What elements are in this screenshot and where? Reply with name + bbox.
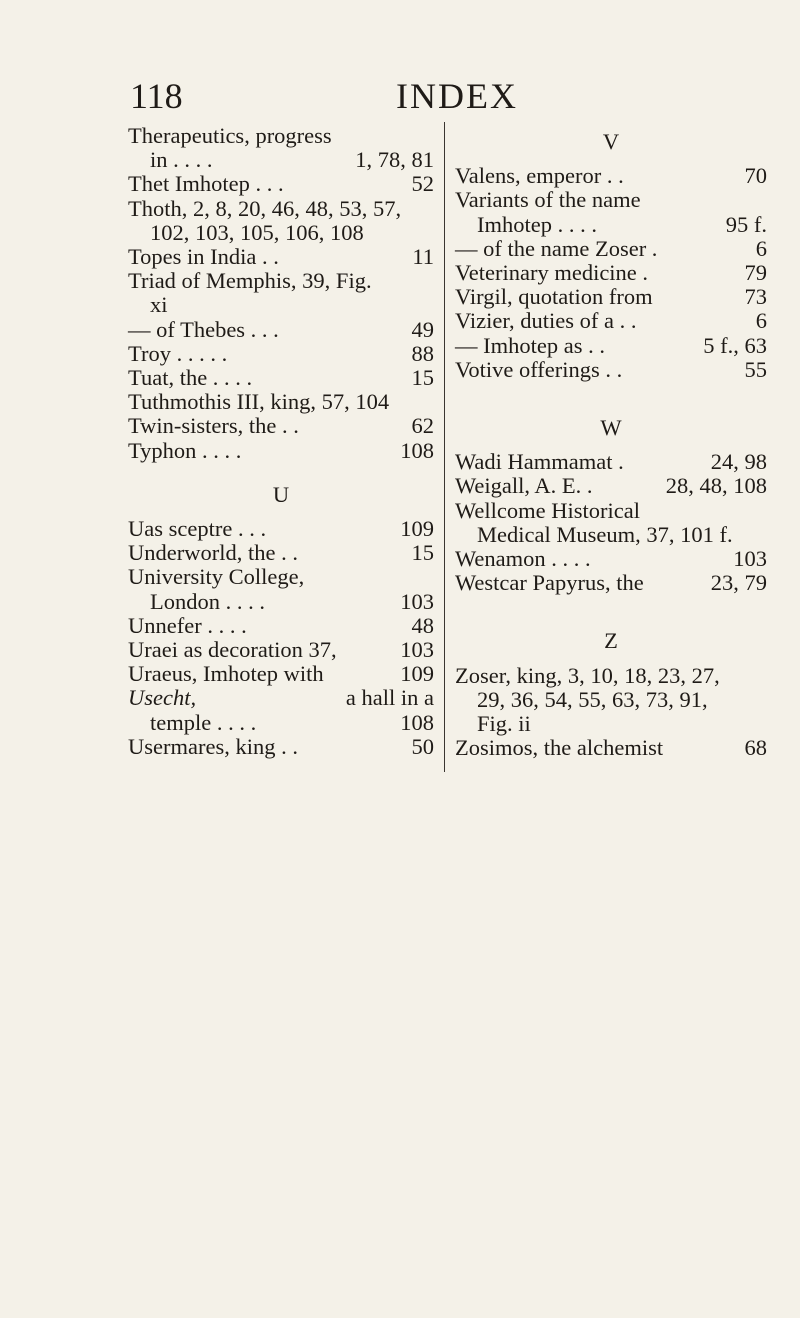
entry-text: Topes in India . . xyxy=(128,244,279,270)
index-entry xyxy=(455,736,767,760)
index-entry xyxy=(455,188,767,212)
index-entry xyxy=(128,318,434,342)
entry-text: Variants of the name xyxy=(455,187,641,213)
entry-pages: 6 xyxy=(755,235,767,261)
entry-text: Therapeutics, progress xyxy=(128,123,332,148)
column-divider xyxy=(444,122,445,772)
entry-pages: 103 xyxy=(733,546,767,572)
index-entry xyxy=(455,285,767,309)
entry-pages: 5 f., 63 xyxy=(703,332,767,358)
entry-text: — of Thebes . . . xyxy=(128,316,279,342)
entry-pages: 103 xyxy=(400,588,434,614)
entry-text: Fig. ii xyxy=(477,711,531,737)
entry-text: Imhotep . . . . xyxy=(477,211,597,237)
entry-text: Vizier, duties of a . . xyxy=(455,308,637,334)
index-entry xyxy=(128,390,434,414)
index-entry xyxy=(128,366,434,390)
entry-text: Thet Imhotep . . . xyxy=(128,171,284,197)
index-entry xyxy=(455,358,767,382)
index-entry xyxy=(455,309,767,333)
entry-text: Uraei as decoration 37, xyxy=(128,637,337,663)
section-w xyxy=(455,450,767,595)
entry-text: Tuthmothis III, king, 57, 104 xyxy=(128,389,390,415)
entry-text: Thoth, 2, 8, 20, 46, 48, 53, 57, xyxy=(128,195,402,221)
entry-pages: 15 xyxy=(411,540,434,566)
entry-pages: 1, 78, 81 xyxy=(355,147,434,173)
entry-text: Weigall, A. E. . xyxy=(455,473,593,499)
section-v xyxy=(455,164,767,382)
section-letter-v: V xyxy=(602,129,620,154)
index-entry xyxy=(455,571,767,595)
index-entry xyxy=(455,499,767,523)
entry-text: Medical Museum, 37, 101 f. xyxy=(477,521,733,547)
entry-text: Underworld, the . . xyxy=(128,540,298,566)
right-column xyxy=(455,124,767,760)
entry-pages: 108 xyxy=(400,437,434,463)
entry-text: Usecht, xyxy=(128,685,197,711)
entry-text: Wenamon . . . . xyxy=(455,546,591,572)
section-letter-u: U xyxy=(272,481,290,507)
index-entry xyxy=(128,293,434,317)
entry-text: Unnefer . . . . xyxy=(128,612,247,638)
entry-pages: 73 xyxy=(744,284,767,310)
entry-text: Troy . . . . . xyxy=(128,340,228,366)
index-entry xyxy=(128,517,434,541)
index-entry xyxy=(128,614,434,638)
entry-text: University College, xyxy=(128,564,305,590)
index-entry xyxy=(128,590,434,614)
page-header xyxy=(0,76,800,124)
entry-pages: 15 xyxy=(411,365,434,391)
index-entry xyxy=(128,638,434,662)
entry-text: temple . . . . xyxy=(150,709,257,735)
entry-text: 29, 36, 54, 55, 63, 73, 91, xyxy=(477,686,708,712)
index-entry xyxy=(455,213,767,237)
entry-text: Zosimos, the alchemist xyxy=(455,735,664,761)
index-entry xyxy=(128,197,434,221)
entry-pages: 95 f. xyxy=(725,211,767,237)
entry-pages: 52 xyxy=(411,171,434,197)
entry-text: Uas sceptre . . . xyxy=(128,516,267,542)
section-u xyxy=(128,517,434,759)
entry-pages: 24, 98 xyxy=(710,449,767,475)
index-entry xyxy=(455,261,767,285)
page-number: 118 xyxy=(130,76,183,116)
index-entry xyxy=(128,662,434,686)
index-entry xyxy=(455,450,767,474)
index-entry xyxy=(455,334,767,358)
entry-pages: 68 xyxy=(744,735,767,761)
index-entry xyxy=(128,172,434,196)
index-entry xyxy=(128,124,434,148)
entry-text: Triad of Memphis, 39, Fig. xyxy=(128,268,372,294)
index-entry xyxy=(128,342,434,366)
left-column xyxy=(128,124,434,759)
index-entry xyxy=(455,523,767,547)
entry-text: Votive offerings . . xyxy=(455,356,623,382)
index-entry xyxy=(455,688,767,712)
entry-pages: 70 xyxy=(744,163,767,189)
entry-pages: 6 xyxy=(755,308,767,334)
index-entry xyxy=(128,414,434,438)
section-letter-w: W xyxy=(600,415,622,441)
entry-text: Wadi Hammamat . xyxy=(455,449,624,475)
entry-pages: 55 xyxy=(744,356,767,382)
index-entry xyxy=(455,164,767,188)
entry-pages: 28, 48, 108 xyxy=(665,473,767,499)
index-entry xyxy=(455,547,767,571)
entry-pages: 88 xyxy=(411,340,434,366)
index-entry xyxy=(128,541,434,565)
page-title: INDEX xyxy=(396,76,518,116)
entry-pages: 23, 79 xyxy=(710,570,767,596)
entry-pages: 48 xyxy=(411,612,434,638)
entry-text: 102, 103, 105, 106, 108 xyxy=(150,219,364,245)
entry-text: xi xyxy=(150,292,168,318)
index-entry xyxy=(128,565,434,589)
entry-text: Valens, emperor . . xyxy=(455,163,624,189)
section-letter-z: Z xyxy=(604,628,618,654)
entry-text: — of the name Zoser . xyxy=(455,235,658,261)
index-entry xyxy=(128,245,434,269)
entry-text: Twin-sisters, the . . xyxy=(128,413,299,439)
entry-pages: 50 xyxy=(411,733,434,759)
entry-text: Virgil, quotation from xyxy=(455,284,653,310)
entry-pages: 109 xyxy=(400,516,434,542)
entry-pages: 103 xyxy=(400,637,434,663)
entry-text: Tuat, the . . . . xyxy=(128,365,253,391)
entry-pages: 109 xyxy=(400,661,434,687)
index-entry xyxy=(455,712,767,736)
entry-pages: a hall in a xyxy=(340,685,434,711)
index-entry xyxy=(128,686,434,710)
entry-pages: 11 xyxy=(412,244,434,270)
entry-text: Westcar Papyrus, the xyxy=(455,570,644,596)
entry-text: Usermares, king . . xyxy=(128,733,298,759)
index-entry xyxy=(128,221,434,245)
entry-pages: 49 xyxy=(411,316,434,342)
entry-text: Uraeus, Imhotep with xyxy=(128,661,324,687)
index-entry xyxy=(128,711,434,735)
index-entry xyxy=(455,237,767,261)
entry-pages: 62 xyxy=(411,413,434,439)
entry-text: in . . . . xyxy=(150,147,213,173)
index-entry xyxy=(455,474,767,498)
entry-text: Typhon . . . . xyxy=(128,437,242,463)
section-z xyxy=(455,664,767,761)
entry-text: Zoser, king, 3, 10, 18, 23, 27, xyxy=(455,662,720,688)
section-t xyxy=(128,124,434,463)
entry-text: London . . . . xyxy=(150,588,265,614)
entry-text: Wellcome Historical xyxy=(455,497,640,523)
index-entry xyxy=(128,439,434,463)
entry-text: Veterinary medicine . xyxy=(455,260,649,286)
index-entry xyxy=(128,269,434,293)
entry-text: — Imhotep as . . xyxy=(455,332,605,358)
index-entry xyxy=(455,664,767,688)
entry-pages: 108 xyxy=(400,709,434,735)
index-entry xyxy=(128,148,434,172)
index-entry xyxy=(128,735,434,759)
entry-pages: 79 xyxy=(744,260,767,286)
